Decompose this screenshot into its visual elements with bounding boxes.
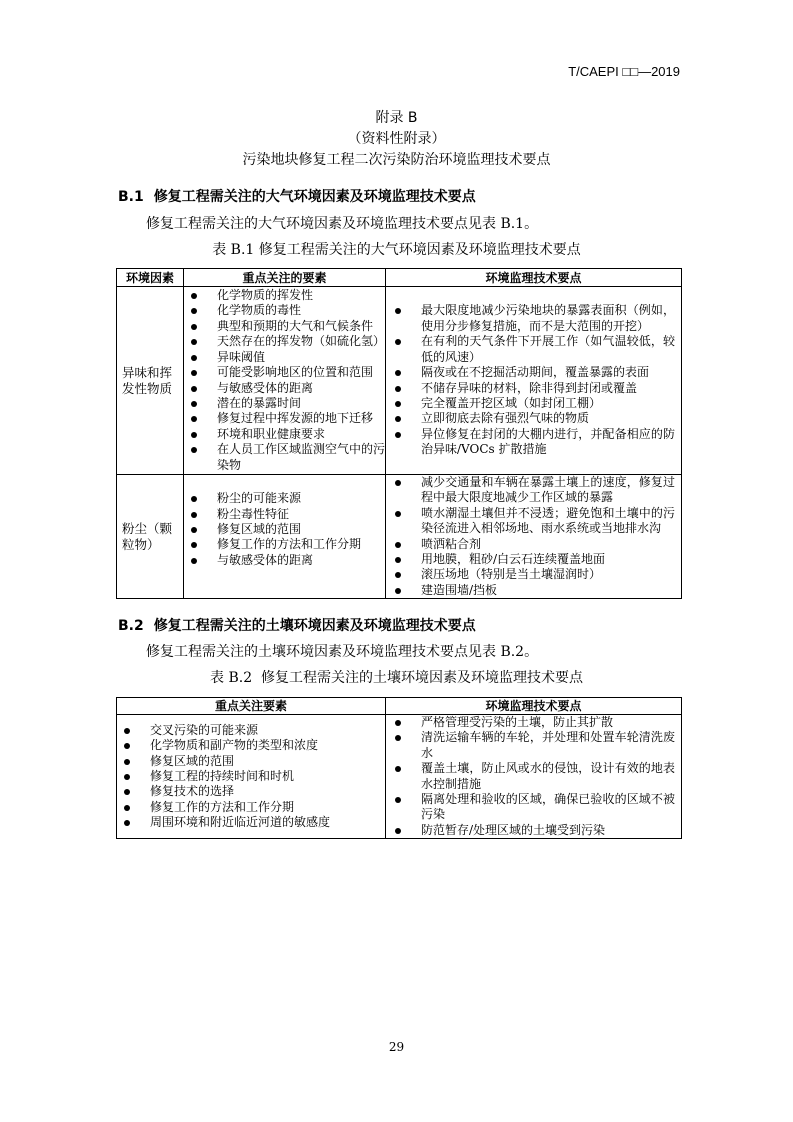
section-number: B.1 [118,189,144,205]
list-item: 修复工作的方法和工作分期 [217,537,385,552]
list-item: 粉尘毒性特征 [217,507,385,522]
list-item: 减少交通量和车辆在暴露土壤上的速度，修复过程中最大限度地减少工作区域的暴露 [421,475,675,505]
list-item: 周围环境和附近临近河道的敏感度 [150,815,385,830]
column-header-factor: 环境因素 [117,269,184,287]
table-caption: 表 B.2 修复工程需关注的土壤环境因素及环境监理技术要点 [210,670,583,686]
list-item: 可能受影响地区的位置和范围 [217,365,385,380]
list-item: 典型和预期的大气和气候条件 [217,319,385,334]
column-header-concerns: 重点关注要素 [117,698,386,715]
list-item: 天然存在的挥发物（如硫化氢） [217,334,386,349]
list-item: 修复工程的持续时间和时机 [150,769,385,784]
list-item: 覆盖土壤，防止风或水的侵蚀，设计有效的地表水控制措施 [421,761,675,791]
measures-list [386,303,681,457]
section-title: 修复工程需关注的土壤环境因素及环境监理技术要点 [153,618,476,634]
appendix-title: 附录 B [375,110,418,126]
appendix-type: （资料性附录） [347,131,446,147]
concerns-list [184,491,385,568]
list-item: 在人员工作区域监测空气中的污染物 [217,442,386,472]
list-item: 修复工作的方法和工作分期 [150,800,385,815]
column-header-measures: 环境监理技术要点 [386,698,682,715]
document-code: T/CAEPI □□—2019 [568,64,680,79]
list-item: 建造围墙/挡板 [421,583,675,598]
list-item: 完全覆盖开挖区域（如封闭工棚） [421,396,675,411]
soil-factors-table [116,697,682,839]
list-item: 与敏感受体的距离 [217,381,385,396]
appendix-name: 污染地块修复工程二次污染防治环境监理技术要点 [242,152,551,168]
appendix-title-block [0,108,793,171]
list-item: 粉尘的可能来源 [217,491,385,506]
list-item: 在有利的天气条件下开展工作（如气温较低，较低的风速） [421,334,675,364]
concerns-cell [184,475,386,599]
list-item: 与敏感受体的距离 [217,553,385,568]
section-paragraph: 修复工程需关注的土壤环境因素及环境监理技术要点见表 B.2。 [146,644,539,660]
list-item: 喷洒粘合剂 [421,537,675,552]
measures-list [386,475,681,598]
list-item: 修复过程中挥发源的地下迁移 [217,411,385,426]
factor-cell: 异味和挥发性物质 [117,287,184,475]
page-number: 29 [388,1040,405,1054]
table-row [117,475,682,599]
table-header-row [117,698,682,715]
concerns-list [184,288,385,473]
section-number: B.2 [118,618,144,634]
atmosphere-factors-table [116,268,682,599]
concerns-cell [117,715,386,839]
list-item: 清洗运输车辆的车轮，并处理和处置车轮清洗废水 [421,730,675,760]
measures-cell [386,287,682,475]
list-item: 修复区域的范围 [217,522,385,537]
list-item: 用地膜，粗砂/白云石连续覆盖地面 [421,552,675,567]
concerns-cell [184,287,386,475]
list-item: 立即彻底去除有强烈气味的物质 [421,411,675,426]
section-paragraph: 修复工程需关注的大气环境因素及环境监理技术要点见表 B.1。 [146,216,539,232]
measures-cell [386,715,682,839]
column-header-concerns: 重点关注的要素 [184,269,386,287]
list-item: 潜在的暴露时间 [217,396,385,411]
list-item: 化学物质的挥发性 [217,288,385,303]
measures-list [386,715,681,838]
list-item: 修复区域的范围 [150,754,385,769]
table-row [117,287,682,475]
list-item: 滚压场地（特别是当土壤湿润时） [421,567,675,582]
list-item: 不储存异味的材料，除非得到封闭或覆盖 [421,381,675,396]
table-caption: 表 B.1 修复工程需关注的大气环境因素及环境监理技术要点 [212,242,581,258]
section-title: 修复工程需关注的大气环境因素及环境监理技术要点 [153,189,476,205]
factor-cell: 粉尘（颗粒物） [117,475,184,599]
list-item: 隔离处理和验收的区域，确保已验收的区域不被污染 [421,792,675,822]
list-item: 防范暂存/处理区域的土壤受到污染 [421,823,675,838]
list-item: 化学物质和副产物的类型和浓度 [150,738,385,753]
list-item: 环境和职业健康要求 [217,427,385,442]
list-item: 最大限度地减少污染地块的暴露表面积（例如，使用分步修复措施，而不是大范围的开挖） [421,303,675,333]
column-header-measures: 环境监理技术要点 [386,269,682,287]
list-item: 异位修复在封闭的大棚内进行，并配备相应的防治异味/VOCs 扩散措施 [421,426,675,457]
list-item: 异味阈值 [217,350,385,365]
measures-cell [386,475,682,599]
list-item: 严格管理受污染的土壤，防止其扩散 [421,715,675,730]
concerns-list [117,723,385,831]
list-item: 喷水潮湿土壤但并不浸透；避免饱和土壤中的污染径流进入相邻场地、雨水系统或当地排水沟 [421,505,675,536]
section-heading-b1 [118,187,476,207]
table-header-row [117,269,682,287]
list-item: 隔夜或在不挖掘活动期间，覆盖暴露的表面 [421,365,675,380]
list-item: 交叉污染的可能来源 [150,723,385,738]
section-heading-b2 [118,616,476,636]
table-row [117,715,682,839]
list-item: 化学物质的毒性 [217,303,385,318]
list-item: 修复技术的选择 [150,784,385,799]
